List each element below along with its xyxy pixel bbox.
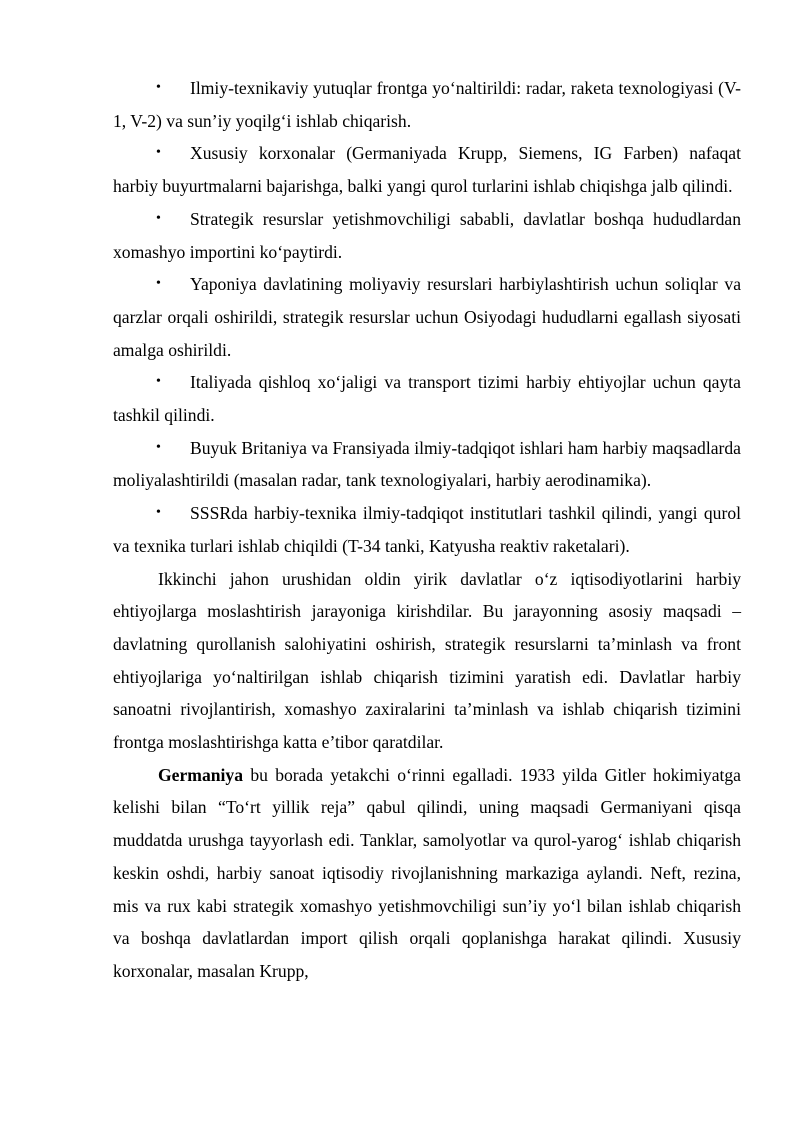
bullet-icon: • [156, 145, 161, 161]
paragraph-intro: Ikkinchi jahon urushidan oldin yirik davlatlar o‘z iqtisodiyotlarini harbiy ehtiyojlarga moslashtirish jarayoniga kirishdilar. Bu jarayonning asosiy maqsadi – davlatning qurollanish salohiyatini oshirish, strategik resurslarni ta’minlash va front ehtiyojlariga yo‘naltirilgan ishlab chiqarish tizimini yaratish edi. Davlatlar harbiy sanoatni rivojlantirish, xomashyo zaxiralarini ta’minlash va ishlab chiqarish tizimini frontga moslashtirishga katta e’tibor qaratdilar. [113, 568, 741, 753]
bullet-item-4 [113, 268, 741, 366]
bullet-text: Xususiy korxonalar (Germaniyada Krupp, Siemens, IG Farben) nafaqat harbiy buyurtmalarni bajarishga, balki yangi qurol turlarini ishlab chiqishga jalb qilindi. [113, 143, 741, 197]
bullet-item-2 [113, 137, 741, 202]
paragraph-germany [113, 759, 741, 988]
bullet-text: Buyuk Britaniya va Fransiyada ilmiy-tadqiqot ishlari ham harbiy maqsadlarda moliyalashtirildi (masalan radar, tank texnologiyalari, harbiy aerodinamika). [113, 437, 741, 491]
bullet-text: Italiyada qishloq xo‘jaligi va transport tizimi harbiy ehtiyojlar uchun qayta tashkil qilindi. [113, 372, 741, 426]
germany-heading-word: Germaniya [158, 764, 244, 785]
bullet-icon: • [156, 374, 161, 390]
bullet-icon: • [156, 80, 161, 95]
bullet-item-7 [113, 497, 741, 562]
paragraph-germany-text: bu borada yetakchi o‘rinni egalladi. 1933 yilda Gitler hokimiyatga kelishi bilan “To‘rt yillik reja” qabul qilindi, uning maqsadi Germaniyani qisqa muddatda urushga tayyorlash edi. Tanklar, samolyotlar va qurol-yarog‘ ishlab chiqarish keskin oshdi, harbiy sanoat iqtisodiy rivojlanishning markaziga aylandi. Neft, rezina, mis va rux kabi strategik xomashyo yetishmovchiligi sun’iy yo‘l bilan ishlab chiqarish va boshqa davlatlardan import qilish orqali qoplanishga harakat qilindi. Xususiy korxonalar, masalan Krupp, [113, 764, 741, 981]
bullet-icon: • [156, 439, 161, 455]
bullet-icon: • [156, 505, 161, 521]
bullet-text: Yaponiya davlatining moliyaviy resurslari harbiylashtirish uchun soliqlar va qarzlar orqali oshirildi, strategik resurslar uchun Osiyodagi hududlarni egallash siyosati amalga oshirildi. [113, 274, 741, 360]
document-page [113, 72, 741, 988]
bullet-item-1 [113, 72, 741, 137]
bullet-item-6 [113, 432, 741, 497]
bullet-icon: • [156, 276, 161, 292]
bullet-icon: • [156, 210, 161, 226]
bullet-text: Ilmiy-texnikaviy yutuqlar frontga yo‘naltirildi: radar, raketa texnologiyasi (V-1, V-2) va sun’iy yoqilg‘i ishlab chiqarish. [113, 78, 741, 131]
bullet-text: Strategik resurslar yetishmovchiligi sababli, davlatlar boshqa hududlardan xomashyo importini ko‘paytirdi. [113, 208, 741, 262]
bullet-text: SSSRda harbiy-texnika ilmiy-tadqiqot institutlari tashkil qilindi, yangi qurol va texnika turlari ishlab chiqildi (T-34 tanki, Katyusha reaktiv raketalari). [113, 503, 741, 556]
bullet-item-5 [113, 366, 741, 431]
bullet-item-3 [113, 203, 741, 268]
